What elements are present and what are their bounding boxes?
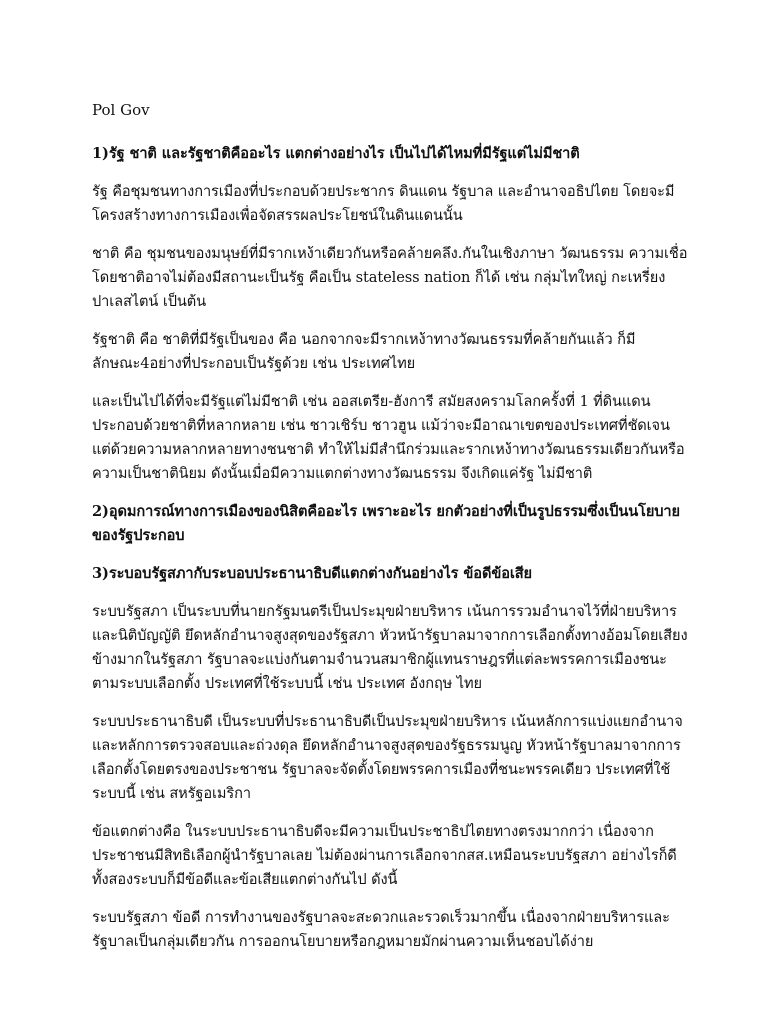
paragraph-differences: ข้อแตกต่างคือ ในระบบประธานาธิบดีจะมีความเป็นประชาธิปไตยทางตรงมากกว่า เนื่องจากประชาชนมีสิทธิเลือกผู้นำรัฐบาลเลย ไม่ต้องผ่านการเลือกจากสส.เหมือนระบบรัฐสภา อย่างไรก็ดี ทั้งสองระบบก็มีข้อดีและข้อเสียแตกต่างกันไป ดังนี้ [92, 823, 677, 888]
paragraph-state-without-nation: และเป็นไปได้ที่จะมีรัฐแต่ไม่มีชาติ เช่น ออสเตรีย-ฮังการี สมัยสงครามโลกครั้งที่ 1 ที่ดินแดนประกอบด้วยชาติที่หลากหลาย เช่น ชาวเชิร์บ ชาวฮูน แม้ว่าจะมีอาณาเขตของประเทศที่ชัดเจน แต่ด้วยความหลากหลายทางชนชาติ ทำให้ไม่มีสำนึกร่วมและรากเหง้าทางวัฒนธรรมเดียวกันหรือความเป็นชาตินิยม ดังนั้นเมื่อมีความแตกต่างทางวัฒนธรรม จึงเกิดแค่รัฐ ไม่มีชาติ [92, 393, 685, 482]
paragraph-parliamentary-system: ระบบรัฐสภา เป็นระบบที่นายกรัฐมนตรีเป็นประมุขฝ่ายบริหาร เน้นการรวมอำนาจไว้ที่ฝ่ายบริหารและนิติบัญญัติ ยึดหลักอำนาจสูงสุดของรัฐสภา หัวหน้ารัฐบาลมาจากการเลือกตั้งทางอ้อมโดยเสียงข้างมากในรัฐสภา รัฐบาลจะแบ่งกันตามจำนวนสมาชิกผู้แทนราษฎรที่แต่ละพรรคการเมืองชนะตามระบบเลือกตั้ง ประเทศที่ใช้ระบบนี้ เช่น ประเทศ อังกฤษ ไทย [92, 603, 688, 692]
document-title: Pol Gov [92, 101, 150, 119]
paragraph-nation-definition: ชาติ คือ ชุมชนของมนุษย์ที่มีรากเหง้าเดียวกันหรือคล้ายคลึง.กันในเชิงภาษา วัฒนธรรม ความเชื่อ โดยชาติอาจไม่ต้องมีสถานะเป็นรัฐ คือเป็น stateless nation ก็ได้ เช่น กลุ่มไทใหญ่ กะเหรี่ยง ปาเลสไตน์ เป็นต้น [92, 245, 688, 310]
paragraph-nation-state-definition: รัฐชาติ คือ ชาติที่มีรัฐเป็นของ คือ นอกจากจะมีรากเหง้าทางวัฒนธรรมที่คล้ายกันแล้ว ก็มีลักษณะ4อย่างที่ประกอบเป็นรัฐด้วย เช่น ประเทศไทย [92, 331, 636, 372]
question-2-heading: 2)อุดมการณ์ทางการเมืองของนิสิตคืออะไร เพราะอะไร ยกตัวอย่างที่เป็นรูปธรรมซึ่งเป็นนโยบายของรัฐประกอบ [92, 503, 680, 544]
paragraph-parliamentary-pros: ระบบรัฐสภา ข้อดี การทำงานของรัฐบาลจะสะดวกและรวดเร็วมากขึ้น เนื่องจากฝ่ายบริหารและรัฐบาลเป็นกลุ่มเดียวกัน การออกนโยบายหรือกฎหมายมักผ่านความเห็นชอบได้ง่าย [92, 909, 670, 950]
paragraph-state-definition: รัฐ คือชุมชนทางการเมืองที่ประกอบด้วยประชากร ดินแดน รัฐบาล และอำนาจอธิปไตย โดยจะมีโครงสร้างทางการเมืองเพื่อจัดสรรผลประโยชน์ในดินแดนนั้น [92, 183, 675, 224]
question-3-heading: 3)ระบอบรัฐสภากับระบอบประธานาธิบดีแตกต่างกันอย่างไร ข้อดีข้อเสีย [92, 565, 533, 582]
paragraph-presidential-system: ระบบประธานาธิบดี เป็นระบบที่ประธานาธิบดีเป็นประมุขฝ่ายบริหาร เน้นหลักการแบ่งแยกอำนาจ และหลักการตรวจสอบและถ่วงดุล ยึดหลักอำนาจสูงสุดของรัฐธรรมนูญ หัวหน้ารัฐบาลมาจากการเลือกตั้งโดยตรงของประชาชน รัฐบาลจะจัดตั้งโดยพรรคการเมืองที่ชนะพรรคเดียว ประเทศที่ใช้ระบบนี้ เช่น สหรัฐอเมริกา [92, 713, 683, 802]
question-1-heading: 1)รัฐ ชาติ และรัฐชาติคืออะไร แตกต่างอย่างไร เป็นไปได้ไหมที่มีรัฐแต่ไม่มีชาติ [92, 145, 580, 162]
